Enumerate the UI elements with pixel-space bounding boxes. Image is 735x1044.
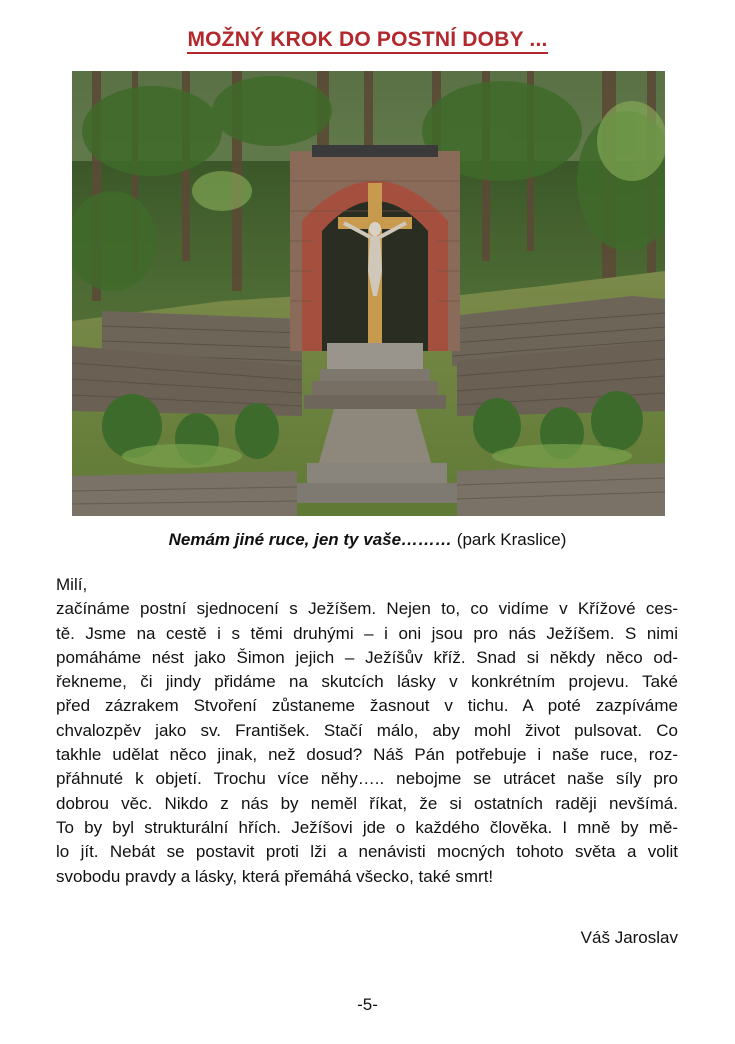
letter-line: dobrou věc. Nikdo z nás by neměl říkat, že si ostatních raději nevšímá. (56, 793, 678, 813)
letter-line: tě. Jsme na cestě i s těmi druhými – i oni jsou pro nás Ježíšem. S nimi (56, 623, 678, 643)
shrine-with-cross-icon (72, 71, 665, 516)
letter-signature: Váš Jaroslav (580, 928, 678, 947)
caption-quote: Nemám jiné ruce, jen ty vaše……… (168, 530, 453, 549)
letter-line: začínáme postní sjednocení s Ježíšem. Nejen to, co vidíme v Křížové ces- (56, 599, 678, 619)
photo-caption (0, 530, 735, 550)
letter-line: řekneme, či jindy přidáme na skutcích lásky v konkrétním projevu. Také (56, 672, 678, 692)
letter-line: před zázrakem Stvoření zůstaneme žasnout v tichu. A poté zazpíváme (56, 696, 678, 716)
letter-line: přáhnuté k objetí. Trochu více něhy….. nebojme se utrácet naše síly pro (56, 769, 678, 789)
caption-place: (park Kraslice) (456, 530, 567, 549)
letter-line: takhle udělat něco jinak, než dosud? Náš Pán potřebuje i naše ruce, roz- (56, 745, 678, 765)
letter-line: To by byl strukturální hřích. Ježíšovi jde o každého člověka. I mně by mě- (56, 817, 678, 837)
letter-paragraph (56, 597, 678, 889)
shrine-photo (72, 71, 665, 516)
letter-greeting: Milí, (56, 575, 88, 594)
letter-line: svobodu pravdy a lásky, která přemáhá všecko, také smrt! (56, 866, 494, 886)
letter-line: pomáháme nést jako Šimon jejich – Ježíšův kříž. Snad si někdy něco od- (56, 647, 678, 667)
letter-line: lo jít. Nebát se postavit proti lži a nenávisti mocných tohoto světa a volit (56, 842, 678, 862)
page-number: -5- (357, 995, 378, 1014)
page-title-wrapper (0, 28, 735, 52)
letter-body (56, 573, 678, 889)
page-title: MOŽNÝ KROK DO POSTNÍ DOBY ... (187, 28, 547, 54)
letter-line: chvalozpěv jako sv. František. Stačí málo, aby mohl život pulsovat. Co (56, 720, 678, 740)
